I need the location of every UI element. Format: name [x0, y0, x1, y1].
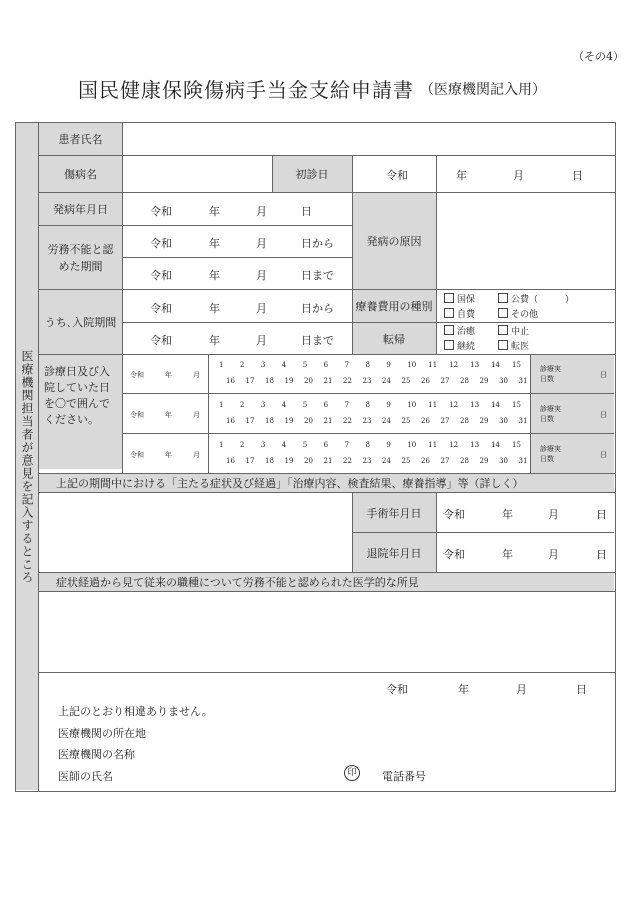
calendar-day[interactable]: 18 — [265, 377, 274, 385]
calendar-day[interactable]: 19 — [284, 417, 294, 425]
calendar-day[interactable]: 18 — [265, 457, 274, 465]
page-number: （その4） — [573, 50, 624, 63]
certify-text: 上記のとおり相違ありません。 — [58, 705, 213, 718]
calendar-day[interactable]: 13 — [470, 361, 480, 369]
patient-name-field[interactable] — [123, 123, 613, 155]
calendar-day[interactable]: 12 — [449, 361, 459, 369]
calendar-day[interactable]: 13 — [470, 441, 480, 449]
days-count-label: 診療実日数 — [540, 445, 561, 463]
calendar-day[interactable]: 2 — [239, 361, 245, 369]
seal-mark: 印 — [344, 765, 360, 781]
calendar-day[interactable]: 29 — [479, 417, 489, 425]
days-count-label: 診療実日数 — [540, 405, 561, 423]
calendar-day[interactable]: 9 — [386, 401, 391, 409]
calendar-day[interactable]: 10 — [407, 361, 417, 369]
calendar-day[interactable]: 26 — [421, 377, 430, 385]
calendar-day[interactable]: 30 — [499, 457, 508, 465]
calendar-day[interactable]: 1 — [219, 361, 224, 369]
outcome-label: 転帰 — [383, 332, 405, 346]
calendar-day[interactable]: 6 — [323, 361, 329, 369]
calendar-day[interactable]: 15 — [512, 361, 521, 369]
calendar-day[interactable]: 14 — [491, 401, 500, 409]
opinion-heading: 症状経過から見て従来の職種について労務不能と認められた医学的な所見 — [56, 576, 419, 589]
calendar-year: 年 — [165, 371, 172, 379]
opinion-field[interactable] — [39, 592, 613, 672]
calendar-day[interactable]: 9 — [386, 361, 391, 369]
calendar-day[interactable]: 15 — [512, 401, 521, 409]
onset-date-label: 発病年月日 — [53, 203, 108, 216]
visit-days-label: 診療日及び入院していた日を〇で囲んでください。 — [44, 365, 110, 426]
calendar-year: 年 — [165, 451, 172, 459]
calendar-day[interactable]: 8 — [365, 401, 370, 409]
calendar-day[interactable]: 27 — [440, 417, 450, 425]
cause-label: 発病の原因 — [366, 235, 422, 248]
calendar-day[interactable]: 29 — [479, 377, 489, 385]
calendar-day[interactable]: 5 — [302, 441, 308, 449]
calendar-day[interactable]: 19 — [284, 377, 294, 385]
calendar-day[interactable]: 31 — [518, 377, 528, 385]
outcome-option-2[interactable]: 中止 — [498, 324, 529, 337]
course-heading: 上記の期間中における「主たる症状及び経過」「治療内容、検査結果、療養指導」等（詳しく） — [56, 477, 524, 490]
calendar-day[interactable]: 1 — [219, 401, 224, 409]
calendar-day[interactable]: 19 — [284, 457, 294, 465]
disease-name-field[interactable] — [123, 156, 272, 192]
disease-name-label: 傷病名 — [64, 168, 97, 181]
calendar-day[interactable]: 21 — [323, 417, 333, 425]
first-visit-label: 初診日 — [295, 168, 329, 181]
cost-option-2[interactable]: 公費（ ） — [498, 292, 574, 305]
days-count-label: 診療実日数 — [540, 365, 561, 383]
calendar-day[interactable]: 17 — [245, 417, 255, 425]
incapacity-period-label: 労務不能と認めた期間 — [47, 242, 114, 273]
calendar-day[interactable]: 10 — [407, 401, 417, 409]
calendar-day[interactable]: 12 — [449, 401, 459, 409]
calendar-day[interactable]: 6 — [323, 401, 329, 409]
side-label: 医療機関担当者が意見を記入するところ — [20, 350, 34, 584]
calendar-day[interactable]: 30 — [499, 377, 508, 385]
calendar-day[interactable]: 11 — [428, 401, 438, 409]
calendar-day[interactable]: 9 — [386, 441, 391, 449]
calendar-day[interactable]: 3 — [260, 441, 266, 449]
calendar-day[interactable]: 7 — [344, 401, 350, 409]
calendar-day[interactable]: 20 — [304, 377, 313, 385]
calendar-day[interactable]: 16 — [226, 377, 235, 385]
calendar-day[interactable]: 24 — [382, 417, 391, 425]
calendar-day[interactable]: 30 — [499, 417, 508, 425]
course-field[interactable] — [39, 493, 351, 572]
calendar-day[interactable]: 14 — [491, 361, 500, 369]
calendar-day[interactable]: 28 — [460, 417, 469, 425]
calendar-day[interactable]: 17 — [245, 377, 255, 385]
calendar-month: 月 — [193, 451, 200, 459]
calendar-day[interactable]: 28 — [460, 377, 469, 385]
calendar-day[interactable]: 13 — [470, 401, 480, 409]
days-count-unit: 日 — [600, 411, 607, 419]
calendar-day[interactable]: 27 — [440, 377, 450, 385]
outcome-option-3[interactable]: 継続 — [444, 339, 475, 352]
calendar-day[interactable]: 29 — [479, 457, 489, 465]
form-subtitle: （医療機関記入用） — [420, 82, 546, 98]
calendar-day[interactable]: 4 — [281, 361, 287, 369]
form-title: 国民健康保険傷病手当金支給申請書 — [78, 78, 414, 102]
calendar-day[interactable]: 7 — [344, 361, 350, 369]
calendar-day[interactable]: 22 — [343, 457, 352, 465]
calendar-era: 令和 — [130, 371, 144, 379]
calendar-day[interactable]: 23 — [362, 417, 372, 425]
days-count-unit: 日 — [600, 371, 607, 379]
calendar-year: 年 — [165, 411, 172, 419]
calendar-day[interactable]: 21 — [323, 457, 333, 465]
cost-option-3[interactable]: 自費 — [444, 307, 475, 320]
calendar-day[interactable]: 11 — [428, 361, 438, 369]
calendar-day[interactable]: 23 — [362, 457, 372, 465]
calendar-day[interactable]: 20 — [304, 457, 313, 465]
hospitalization-label: うち､入院期間 — [44, 316, 117, 329]
calendar-day[interactable]: 28 — [460, 457, 469, 465]
calendar-day[interactable]: 11 — [428, 441, 438, 449]
calendar-day[interactable]: 3 — [260, 361, 266, 369]
calendar-day[interactable]: 14 — [491, 441, 500, 449]
calendar-day[interactable]: 10 — [407, 441, 417, 449]
calendar-day[interactable]: 20 — [304, 417, 313, 425]
calendar-era: 令和 — [130, 451, 144, 459]
calendar-day[interactable]: 1 — [219, 441, 224, 449]
calendar-era: 令和 — [130, 411, 144, 419]
calendar-day[interactable]: 5 — [302, 401, 308, 409]
phone-label: 電話番号 — [382, 770, 426, 783]
calendar-day[interactable]: 31 — [518, 417, 528, 425]
outcome-option-1[interactable]: 治癒 — [444, 324, 475, 337]
calendar-day[interactable]: 2 — [239, 401, 245, 409]
calendar-day[interactable]: 25 — [401, 417, 411, 425]
calendar-day[interactable]: 8 — [365, 441, 370, 449]
institution-name-label: 医療機関の名称 — [58, 748, 135, 761]
calendar-month: 月 — [193, 411, 200, 419]
calendar-day[interactable]: 22 — [343, 417, 352, 425]
calendar-day[interactable]: 25 — [401, 457, 411, 465]
calendar-day[interactable]: 24 — [382, 377, 391, 385]
calendar-day[interactable]: 27 — [440, 457, 450, 465]
calendar-day[interactable]: 16 — [226, 457, 235, 465]
patient-name-label: 患者氏名 — [58, 133, 103, 146]
calendar-day[interactable]: 15 — [512, 441, 521, 449]
calendar-day[interactable]: 25 — [401, 377, 411, 385]
discharge-date-label: 退院年月日 — [366, 546, 422, 560]
cost-type-label: 療養費用の種別 — [355, 300, 433, 313]
calendar-day[interactable]: 21 — [323, 377, 333, 385]
calendar-day[interactable]: 16 — [226, 417, 235, 425]
cost-option-4[interactable]: その他 — [498, 307, 538, 320]
calendar-day[interactable]: 8 — [365, 361, 370, 369]
calendar-day[interactable]: 4 — [281, 441, 287, 449]
calendar-day[interactable]: 17 — [245, 457, 255, 465]
calendar-day[interactable]: 2 — [239, 441, 245, 449]
calendar-day[interactable]: 6 — [323, 441, 329, 449]
calendar-day[interactable]: 4 — [281, 401, 287, 409]
surgery-date-label: 手術年月日 — [366, 506, 422, 520]
calendar-day[interactable]: 5 — [302, 361, 308, 369]
doctor-name-label: 医師の氏名 — [58, 770, 113, 783]
calendar-day[interactable]: 23 — [362, 377, 372, 385]
calendar-day[interactable]: 31 — [518, 457, 528, 465]
calendar-month: 月 — [193, 371, 200, 379]
outcome-option-4[interactable]: 転医 — [498, 339, 529, 352]
location-label: 医療機関の所在地 — [58, 727, 146, 740]
days-count-unit: 日 — [600, 451, 607, 459]
calendar-day[interactable]: 26 — [421, 457, 430, 465]
calendar-day[interactable]: 22 — [343, 377, 352, 385]
calendar-day[interactable]: 3 — [260, 401, 266, 409]
calendar-day[interactable]: 26 — [421, 417, 430, 425]
calendar-day[interactable]: 18 — [265, 417, 274, 425]
calendar-day[interactable]: 7 — [344, 441, 350, 449]
cost-option-1[interactable]: 国保 — [444, 292, 475, 305]
calendar-day[interactable]: 12 — [449, 441, 459, 449]
calendar-day[interactable]: 24 — [382, 457, 391, 465]
